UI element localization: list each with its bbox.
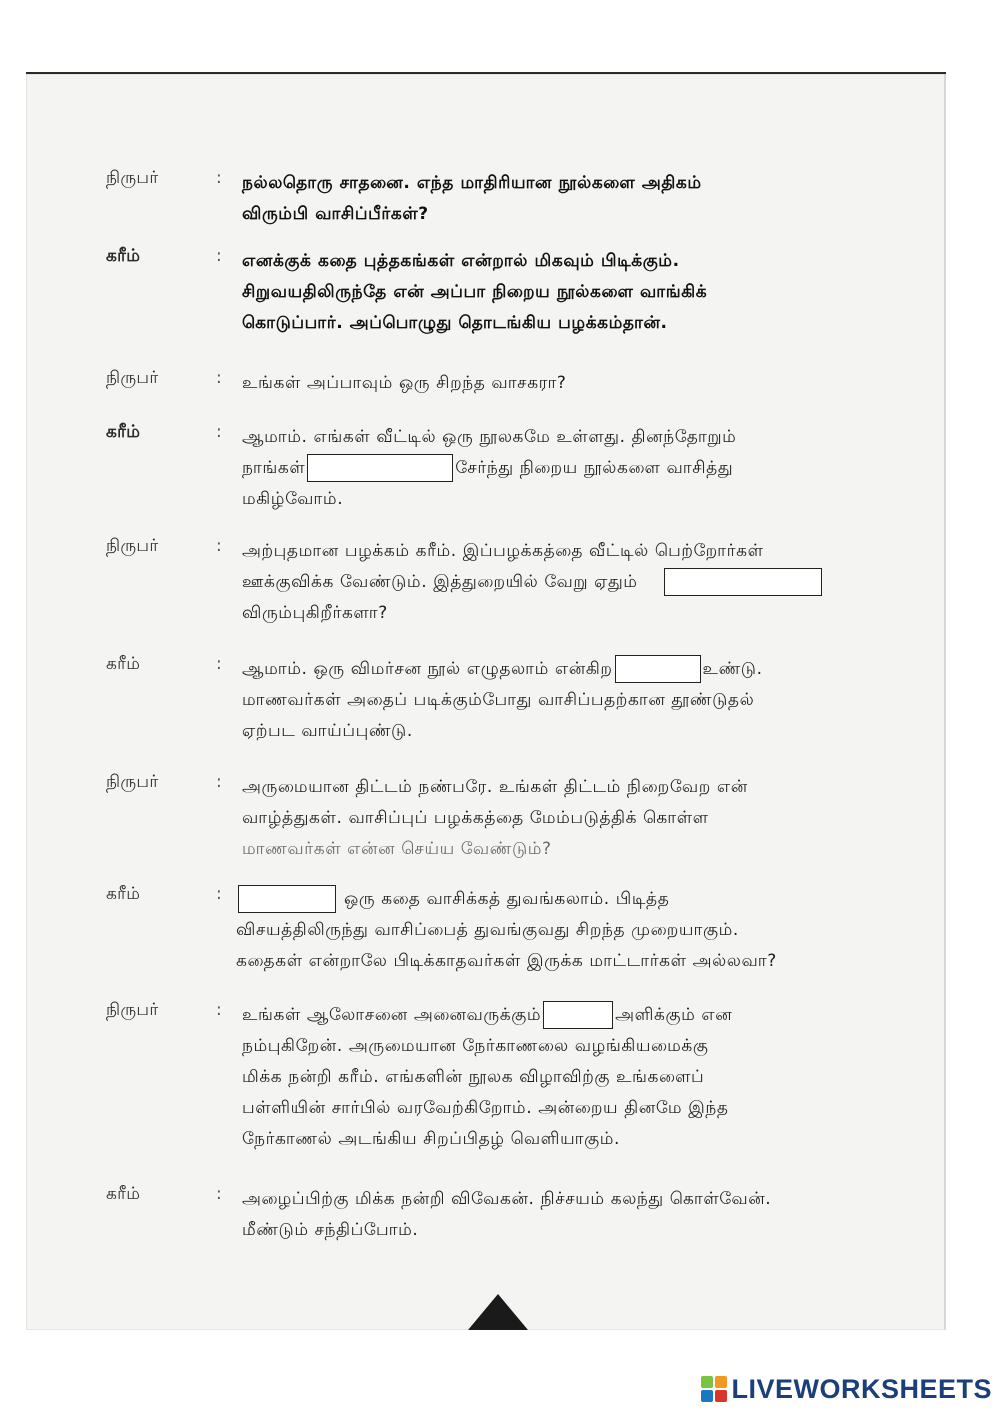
answer-blank-2[interactable]	[664, 568, 822, 596]
page-edge	[944, 74, 946, 1330]
text-line	[242, 654, 942, 685]
speaker-label: நிருபர்	[106, 368, 159, 388]
colon: :	[216, 1000, 222, 1020]
text-line	[236, 884, 936, 915]
speaker-label: கரீம்	[106, 246, 141, 266]
text-fragment: உண்டு.	[702, 659, 763, 679]
text-line	[242, 567, 942, 598]
dialogue-text	[242, 422, 942, 515]
colon: :	[216, 884, 222, 904]
brand-name: LIVEWORKSHEETS	[731, 1373, 992, 1404]
worksheet-page	[26, 72, 946, 1330]
text-line: கொடுப்பார். அப்பொழுது தொடங்கிய பழக்கம்தான்.	[242, 313, 668, 333]
text-line: விரும்புகிறீர்களா?	[242, 603, 388, 623]
text-line: எனக்குக் கதை புத்தகங்கள் என்றால் மிகவும் பிடிக்கும்.	[242, 251, 680, 271]
speaker-label: கரீம்	[106, 654, 141, 674]
text-fragment: உங்கள் ஆலோசனை அனைவருக்கும்	[242, 1005, 542, 1025]
dialogue-text	[242, 772, 942, 865]
dialogue-text	[242, 654, 942, 747]
text-line: விரும்பி வாசிப்பீர்கள்?	[242, 204, 429, 224]
text-line: மிக்க நன்றி கரீம். எங்களின் நூலக விழாவிற்கு உங்களைப்	[242, 1067, 705, 1087]
page-decoration-triangle	[468, 1294, 528, 1330]
logo-square	[715, 1376, 727, 1388]
answer-blank-4[interactable]	[238, 885, 336, 913]
dialogue-text	[242, 168, 942, 230]
colon: :	[216, 1184, 222, 1204]
liveworksheets-logo[interactable]	[701, 1375, 992, 1403]
dialogue-text	[242, 246, 942, 339]
answer-blank-5[interactable]	[543, 1001, 613, 1029]
speaker-label: நிருபர்	[106, 168, 159, 188]
text-fragment: ஒரு கதை வாசிக்கத் துவங்கலாம். பிடித்த	[344, 889, 670, 909]
colon: :	[216, 772, 222, 792]
text-line: அருமையான திட்டம் நண்பரே. உங்கள் திட்டம் நிறைவேற என்	[242, 777, 748, 797]
text-line: ஏற்பட வாய்ப்புண்டு.	[242, 721, 413, 741]
text-line: நேர்காணல் அடங்கிய சிறப்பிதழ் வெளியாகும்.	[242, 1129, 621, 1149]
colon: :	[216, 168, 222, 188]
text-line	[242, 453, 942, 484]
text-line: பள்ளியின் சார்பில் வரவேற்கிறோம். அன்றைய தினமே இந்த	[242, 1098, 729, 1118]
dialogue-text	[242, 1184, 942, 1246]
text-fragment: நாங்கள்	[242, 458, 306, 478]
dialogue-text	[242, 1000, 942, 1155]
text-line: மகிழ்வோம்.	[242, 489, 344, 509]
text-line: சிறுவயதிலிருந்தே என் அப்பா நிறைய நூல்களை வாங்கிக்	[242, 282, 708, 302]
text-line: ஆமாம். எங்கள் வீட்டில் ஒரு நூலகமே உள்ளது. தினந்தோறும்	[242, 427, 737, 447]
dialogue-text	[242, 536, 942, 629]
colon: :	[216, 422, 222, 442]
speaker-label: நிருபர்	[106, 536, 159, 556]
speaker-label: நிருபர்	[106, 1000, 159, 1020]
text-line: மாணவர்கள் என்ன செய்ய வேண்டும்?	[242, 839, 552, 859]
logo-square	[701, 1390, 713, 1402]
text-line: மாணவர்கள் அதைப் படிக்கும்போது வாசிப்பதற்கான தூண்டுதல்	[242, 690, 755, 710]
speaker-label: கரீம்	[106, 422, 141, 442]
colon: :	[216, 654, 222, 674]
text-line: வாழ்த்துகள். வாசிப்புப் பழக்கத்தை மேம்படுத்திக் கொள்ள	[242, 808, 709, 828]
speaker-label: கரீம்	[106, 1184, 141, 1204]
text-fragment: சேர்ந்து நிறைய நூல்களை வாசித்து	[455, 458, 734, 478]
text-fragment: ஆமாம். ஒரு விமர்சன நூல் எழுதலாம் என்கிற	[242, 659, 613, 679]
text-line	[242, 1000, 942, 1031]
colon: :	[216, 368, 222, 388]
colon: :	[216, 246, 222, 266]
logo-grid-icon	[701, 1376, 727, 1402]
text-line: அற்புதமான பழக்கம் கரீம். இப்பழக்கத்தை வீட்டில் பெற்றோர்கள்	[242, 541, 764, 561]
text-fragment: அளிக்கும் என	[615, 1005, 733, 1025]
text-line: உங்கள் அப்பாவும் ஒரு சிறந்த வாசகரா?	[242, 373, 567, 393]
speaker-label: கரீம்	[106, 884, 141, 904]
text-line: விசயத்திலிருந்து வாசிப்பைத் துவங்குவது சிறந்த முறையாகும்.	[236, 920, 739, 940]
logo-square	[715, 1390, 727, 1402]
text-line: நல்லதொரு சாதனை. எந்த மாதிரியான நூல்களை அதிகம்	[242, 173, 702, 193]
dialogue-text	[236, 884, 936, 977]
dialogue-text	[242, 368, 942, 399]
answer-blank-1[interactable]	[307, 454, 453, 482]
text-fragment: ஊக்குவிக்க வேண்டும். இத்துறையில் வேறு ஏதும்	[242, 572, 638, 592]
answer-blank-3[interactable]	[615, 655, 701, 683]
colon: :	[216, 536, 222, 556]
text-line: மீண்டும் சந்திப்போம்.	[242, 1220, 419, 1240]
speaker-label: நிருபர்	[106, 772, 159, 792]
text-line: நம்புகிறேன். அருமையான நேர்காணலை வழங்கியமைக்கு	[242, 1036, 709, 1056]
logo-square	[701, 1376, 713, 1388]
text-line: அழைப்பிற்கு மிக்க நன்றி விவேகன். நிச்சயம் கலந்து கொள்வேன்.	[242, 1189, 772, 1209]
text-line: கதைகள் என்றாலே பிடிக்காதவர்கள் இருக்க மாட்டார்கள் அல்லவா?	[236, 951, 777, 971]
